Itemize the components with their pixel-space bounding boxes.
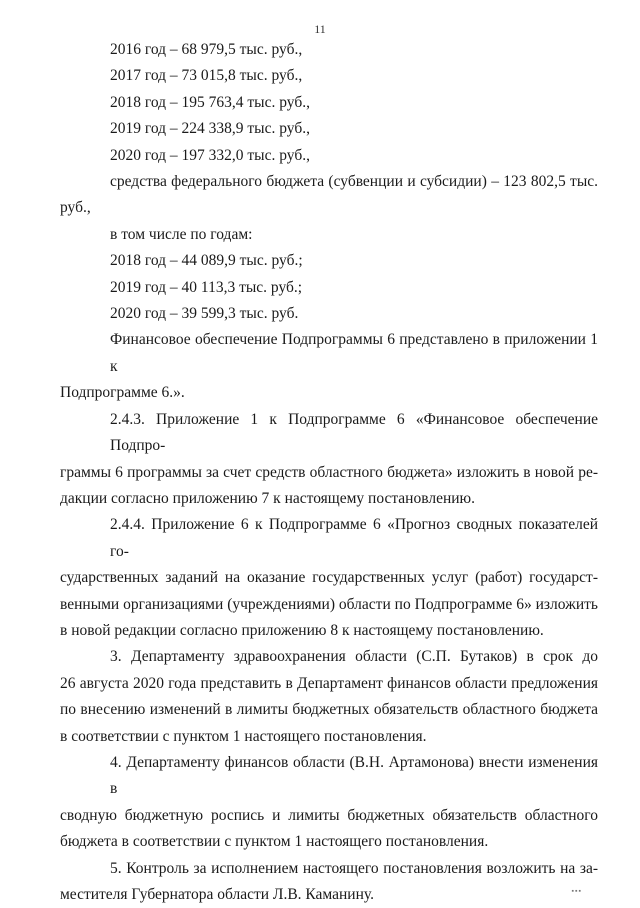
paragraph-line: руб.,	[60, 199, 91, 217]
paragraph-line: 5. Контроль за исполнением настоящего постановления возложить на за-	[110, 859, 598, 877]
paragraph-5	[60, 856, 598, 908]
year-list-federal	[110, 248, 598, 327]
paragraph-4	[60, 750, 598, 856]
paragraph-line: Финансовое обеспечение Подпрограммы 6 представлено в приложении 1 к	[110, 331, 598, 375]
paragraph-line: средства федерального бюджета (субвенции и субсидии) – 123 802,5 тыс.	[110, 173, 598, 191]
paragraph-line: бюджета в соответствии с пунктом 1 настоящего постановления.	[60, 833, 489, 851]
paragraph-line: в новой редакции согласно приложению 8 к настоящему постановлению.	[60, 621, 544, 639]
paragraph-line: 4. Департаменту финансов области (В.Н. Артамонова) внести изменения в	[110, 753, 598, 798]
year-line: 2018 год – 195 763,4 тыс. руб.,	[110, 93, 310, 111]
year-line: 2019 год – 40 113,3 тыс. руб.;	[110, 278, 303, 296]
federal-funds-paragraph	[60, 169, 598, 222]
paragraph-line: 3. Департаменту здравоохранения области (С.П. Бутаков) в срок до	[110, 648, 598, 666]
paragraph-2-4-3	[60, 407, 598, 513]
paragraph-line: венными организациями (учреждениями) области по Подпрограмме 6» изложить	[60, 595, 598, 613]
paragraph-line: по внесению изменений в лимиты бюджетных обязательств областного бюджета	[60, 701, 598, 719]
page-number: 11	[314, 22, 326, 36]
paragraph-line: в соответствии с пунктом 1 настоящего постановления.	[60, 727, 427, 745]
paragraph-line: 26 августа 2020 года представить в Департамент финансов области предложения	[60, 674, 598, 692]
paragraph-financing	[60, 327, 598, 406]
document-body	[60, 37, 598, 908]
year-line: 2016 год – 68 979,5 тыс. руб.,	[110, 41, 303, 58]
paragraph-line: сводную бюджетную роспись и лимиты бюджетных обязательств областного	[60, 806, 598, 824]
paragraph-line: граммы 6 программы за счет средств областного бюджета» изложить в новой ре-	[60, 463, 598, 481]
paragraph-line: местителя Губернатора области Л.В. Каманину.	[60, 886, 374, 903]
year-line: 2018 год – 44 089,9 тыс. руб.;	[110, 252, 303, 270]
paragraph-2-4-4	[60, 512, 598, 644]
paragraph-3	[60, 644, 598, 750]
year-line: 2019 год – 224 338,9 тыс. руб.,	[110, 120, 310, 138]
year-list-total	[110, 37, 598, 169]
year-line: 2020 год – 39 599,3 тыс. руб.	[110, 305, 299, 323]
scan-mark: ▪▪▪	[571, 887, 582, 895]
year-line: 2020 год – 197 332,0 тыс. руб.,	[110, 146, 310, 164]
paragraph-line: дакции согласно приложению 7 к настоящему постановлению.	[60, 489, 475, 507]
paragraph-line: 2.4.4. Приложение 6 к Подпрограмме 6 «Прогноз сводных показателей го-	[110, 516, 598, 560]
paragraph-line: Подпрограмме 6.».	[60, 384, 185, 402]
paragraph-line: 2.4.3. Приложение 1 к Подпрограмме 6 «Финансовое обеспечение Подпро-	[110, 410, 598, 455]
paragraph-line: сударственных заданий на оказание государственных услуг (работ) государст-	[60, 569, 598, 587]
year-line: 2017 год – 73 015,8 тыс. руб.,	[110, 67, 303, 85]
by-years-label: в том числе по годам:	[110, 225, 253, 243]
